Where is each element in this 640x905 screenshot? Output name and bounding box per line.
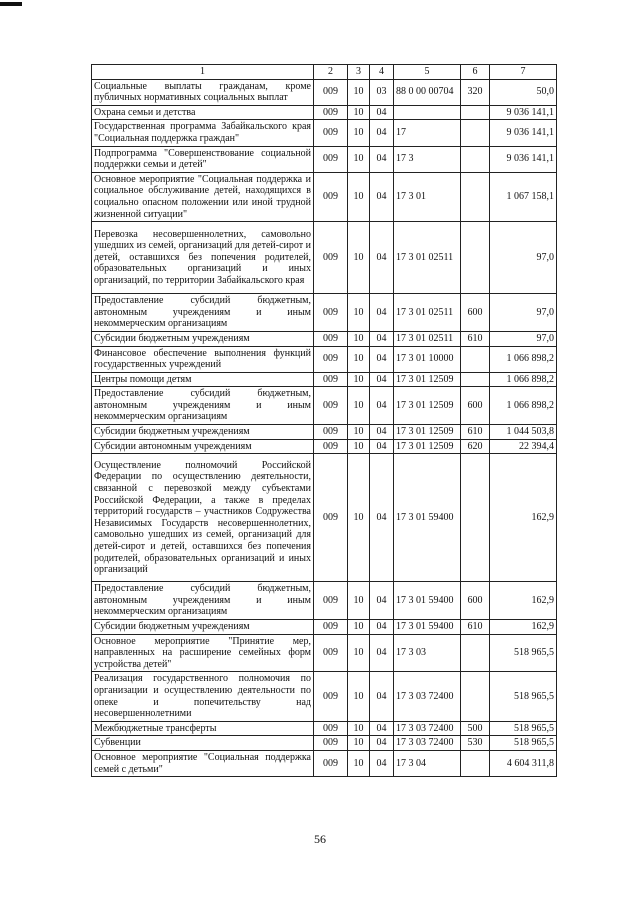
- table-row: [92, 120, 557, 146]
- target-article-cell: 17 3 01 02511: [394, 294, 461, 332]
- table-row: [92, 172, 557, 221]
- table-row: [92, 672, 557, 721]
- table-row: [92, 582, 557, 620]
- row-name-cell: Предоставление субсидий бюджетным, автономным учреждениям и иным некоммерческим организациям: [92, 387, 314, 425]
- target-article-cell: 17 3 01 59400: [394, 620, 461, 635]
- amount-cell: 4 604 311,8: [490, 750, 557, 776]
- header-cell: 5: [394, 65, 461, 80]
- subsection-cell: 04: [370, 425, 394, 440]
- section-cell: 10: [348, 672, 370, 721]
- amount-cell: 518 965,5: [490, 736, 557, 751]
- section-cell: 10: [348, 736, 370, 751]
- code-cell: 009: [314, 79, 348, 105]
- code-cell: 009: [314, 454, 348, 582]
- target-article-cell: 17 3 03 72400: [394, 736, 461, 751]
- amount-cell: 518 965,5: [490, 634, 557, 672]
- section-cell: 10: [348, 634, 370, 672]
- amount-cell: 1 067 158,1: [490, 172, 557, 221]
- section-cell: 10: [348, 105, 370, 120]
- header-cell: 7: [490, 65, 557, 80]
- row-name-cell: Охрана семьи и детства: [92, 105, 314, 120]
- code-cell: 009: [314, 331, 348, 346]
- expense-type-cell: [461, 346, 490, 372]
- amount-cell: 162,9: [490, 454, 557, 582]
- section-cell: 10: [348, 454, 370, 582]
- subsection-cell: 04: [370, 146, 394, 172]
- row-name-cell: Субсидии бюджетным учреждениям: [92, 331, 314, 346]
- code-cell: 009: [314, 172, 348, 221]
- subsection-cell: 04: [370, 331, 394, 346]
- amount-cell: 518 965,5: [490, 672, 557, 721]
- table-row: [92, 387, 557, 425]
- subsection-cell: 03: [370, 79, 394, 105]
- row-name-cell: Основное мероприятие "Социальная поддержка и социальное обслуживание детей, находящихся в социально опасном положении или иной трудной жизненной ситуации": [92, 172, 314, 221]
- row-name-cell: Социальные выплаты гражданам, кроме публичных нормативных социальных выплат: [92, 79, 314, 105]
- code-cell: 009: [314, 672, 348, 721]
- header-cell: 6: [461, 65, 490, 80]
- expense-type-cell: [461, 172, 490, 221]
- section-cell: 10: [348, 172, 370, 221]
- expense-type-cell: 320: [461, 79, 490, 105]
- target-article-cell: 17 3 01 02511: [394, 331, 461, 346]
- row-name-cell: Субсидии автономным учреждениям: [92, 439, 314, 454]
- subsection-cell: 04: [370, 634, 394, 672]
- row-name-cell: Предоставление субсидий бюджетным, автономным учреждениям и иным некоммерческим организациям: [92, 582, 314, 620]
- code-cell: 009: [314, 750, 348, 776]
- table-row: [92, 372, 557, 387]
- code-cell: 009: [314, 146, 348, 172]
- expense-type-cell: [461, 222, 490, 294]
- code-cell: 009: [314, 346, 348, 372]
- target-article-cell: 17 3 03 72400: [394, 721, 461, 736]
- table-row: [92, 222, 557, 294]
- amount-cell: 1 044 503,8: [490, 425, 557, 440]
- expense-type-cell: 610: [461, 425, 490, 440]
- code-cell: 009: [314, 721, 348, 736]
- budget-table: [91, 64, 557, 777]
- subsection-cell: 04: [370, 736, 394, 751]
- expense-type-cell: 620: [461, 439, 490, 454]
- code-cell: 009: [314, 120, 348, 146]
- target-article-cell: 17 3 01 02511: [394, 222, 461, 294]
- target-article-cell: 17 3: [394, 146, 461, 172]
- expense-type-cell: 610: [461, 620, 490, 635]
- subsection-cell: 04: [370, 721, 394, 736]
- target-article-cell: 88 0 00 00704: [394, 79, 461, 105]
- code-cell: 009: [314, 294, 348, 332]
- code-cell: 009: [314, 105, 348, 120]
- target-article-cell: 17 3 03 72400: [394, 672, 461, 721]
- table-row: [92, 79, 557, 105]
- target-article-cell: 17 3 03: [394, 634, 461, 672]
- amount-cell: 1 066 898,2: [490, 346, 557, 372]
- table-row: [92, 620, 557, 635]
- expense-type-cell: [461, 120, 490, 146]
- code-cell: 009: [314, 439, 348, 454]
- table-row: [92, 425, 557, 440]
- subsection-cell: 04: [370, 346, 394, 372]
- expense-type-cell: [461, 672, 490, 721]
- page-number: 56: [314, 832, 326, 846]
- subsection-cell: 04: [370, 439, 394, 454]
- subsection-cell: 04: [370, 454, 394, 582]
- table-row: [92, 294, 557, 332]
- amount-cell: 9 036 141,1: [490, 146, 557, 172]
- section-cell: 10: [348, 750, 370, 776]
- table-row: [92, 346, 557, 372]
- row-name-cell: Основное мероприятие "Принятие мер, направленных на расширение семейных форм устройства детей": [92, 634, 314, 672]
- amount-cell: 50,0: [490, 79, 557, 105]
- target-article-cell: 17 3 01 12509: [394, 439, 461, 454]
- row-name-cell: Субсидии бюджетным учреждениям: [92, 425, 314, 440]
- expense-type-cell: [461, 372, 490, 387]
- row-name-cell: Межбюджетные трансферты: [92, 721, 314, 736]
- subsection-cell: 04: [370, 750, 394, 776]
- expense-type-cell: [461, 634, 490, 672]
- row-name-cell: Центры помощи детям: [92, 372, 314, 387]
- row-name-cell: Субсидии бюджетным учреждениям: [92, 620, 314, 635]
- table-row: [92, 454, 557, 582]
- section-cell: 10: [348, 721, 370, 736]
- subsection-cell: 04: [370, 105, 394, 120]
- target-article-cell: 17 3 04: [394, 750, 461, 776]
- expense-type-cell: 600: [461, 387, 490, 425]
- target-article-cell: 17 3 01 12509: [394, 387, 461, 425]
- amount-cell: 162,9: [490, 620, 557, 635]
- subsection-cell: 04: [370, 294, 394, 332]
- section-cell: 10: [348, 146, 370, 172]
- expense-type-cell: 600: [461, 582, 490, 620]
- header-cell: 1: [92, 65, 314, 80]
- section-cell: 10: [348, 79, 370, 105]
- corner-mark: [0, 2, 22, 6]
- target-article-cell: 17 3 01 59400: [394, 582, 461, 620]
- table-header-row: [92, 65, 557, 80]
- expense-type-cell: [461, 454, 490, 582]
- table-row: [92, 105, 557, 120]
- row-name-cell: Осуществление полномочий Российской Федерации по осуществлению деятельности, связанной с перевозкой между субъектами Российской Федерации, а также в пределах территорий государств – участников Содружества Независимых Государств несовершеннолетних, самовольно ушедших из семей, организаций для детей-сирот и детей, оставшихся без попечения родителей, образовательных организаций и иных организаций: [92, 454, 314, 582]
- amount-cell: 97,0: [490, 294, 557, 332]
- section-cell: 10: [348, 439, 370, 454]
- target-article-cell: 17 3 01 12509: [394, 372, 461, 387]
- section-cell: 10: [348, 425, 370, 440]
- section-cell: 10: [348, 620, 370, 635]
- expense-type-cell: 610: [461, 331, 490, 346]
- section-cell: 10: [348, 346, 370, 372]
- row-name-cell: Подпрограмма "Совершенствование социальной поддержки семьи и детей": [92, 146, 314, 172]
- expense-type-cell: 600: [461, 294, 490, 332]
- expense-type-cell: [461, 105, 490, 120]
- amount-cell: 9 036 141,1: [490, 105, 557, 120]
- subsection-cell: 04: [370, 672, 394, 721]
- table-row: [92, 721, 557, 736]
- amount-cell: 1 066 898,2: [490, 372, 557, 387]
- row-name-cell: Государственная программа Забайкальского края "Социальная поддержка граждан": [92, 120, 314, 146]
- amount-cell: 1 066 898,2: [490, 387, 557, 425]
- expense-type-cell: [461, 146, 490, 172]
- section-cell: 10: [348, 120, 370, 146]
- row-name-cell: Перевозка несовершеннолетних, самовольно ушедших из семей, организаций для детей-сирот и детей, оставшихся без попечения родителей, образовательных организаций и иных организаций, по территории Забайкальского края: [92, 222, 314, 294]
- header-cell: 4: [370, 65, 394, 80]
- section-cell: 10: [348, 582, 370, 620]
- row-name-cell: Предоставление субсидий бюджетным, автономным учреждениям и иным некоммерческим организациям: [92, 294, 314, 332]
- section-cell: 10: [348, 222, 370, 294]
- section-cell: 10: [348, 372, 370, 387]
- subsection-cell: 04: [370, 172, 394, 221]
- target-article-cell: [394, 105, 461, 120]
- table-row: [92, 439, 557, 454]
- expense-type-cell: 530: [461, 736, 490, 751]
- table-row: [92, 750, 557, 776]
- code-cell: 009: [314, 222, 348, 294]
- target-article-cell: 17 3 01 12509: [394, 425, 461, 440]
- table-row: [92, 331, 557, 346]
- subsection-cell: 04: [370, 582, 394, 620]
- amount-cell: 22 394,4: [490, 439, 557, 454]
- expense-type-cell: 500: [461, 721, 490, 736]
- section-cell: 10: [348, 331, 370, 346]
- code-cell: 009: [314, 582, 348, 620]
- target-article-cell: 17: [394, 120, 461, 146]
- table-row: [92, 736, 557, 751]
- code-cell: 009: [314, 372, 348, 387]
- amount-cell: 9 036 141,1: [490, 120, 557, 146]
- code-cell: 009: [314, 425, 348, 440]
- target-article-cell: 17 3 01 59400: [394, 454, 461, 582]
- table-row: [92, 146, 557, 172]
- section-cell: 10: [348, 294, 370, 332]
- row-name-cell: Основное мероприятие "Социальная поддержка семей с детьми": [92, 750, 314, 776]
- subsection-cell: 04: [370, 387, 394, 425]
- subsection-cell: 04: [370, 620, 394, 635]
- header-cell: 3: [348, 65, 370, 80]
- target-article-cell: 17 3 01: [394, 172, 461, 221]
- header-cell: 2: [314, 65, 348, 80]
- code-cell: 009: [314, 620, 348, 635]
- row-name-cell: Субвенции: [92, 736, 314, 751]
- code-cell: 009: [314, 736, 348, 751]
- code-cell: 009: [314, 634, 348, 672]
- target-article-cell: 17 3 01 10000: [394, 346, 461, 372]
- row-name-cell: Финансовое обеспечение выполнения функций государственных учреждений: [92, 346, 314, 372]
- section-cell: 10: [348, 387, 370, 425]
- amount-cell: 97,0: [490, 331, 557, 346]
- expense-type-cell: [461, 750, 490, 776]
- subsection-cell: 04: [370, 372, 394, 387]
- subsection-cell: 04: [370, 120, 394, 146]
- table-row: [92, 634, 557, 672]
- amount-cell: 518 965,5: [490, 721, 557, 736]
- code-cell: 009: [314, 387, 348, 425]
- subsection-cell: 04: [370, 222, 394, 294]
- amount-cell: 97,0: [490, 222, 557, 294]
- row-name-cell: Реализация государственного полномочия по организации и осуществлению деятельности по опеке и попечительству над несовершеннолетними: [92, 672, 314, 721]
- amount-cell: 162,9: [490, 582, 557, 620]
